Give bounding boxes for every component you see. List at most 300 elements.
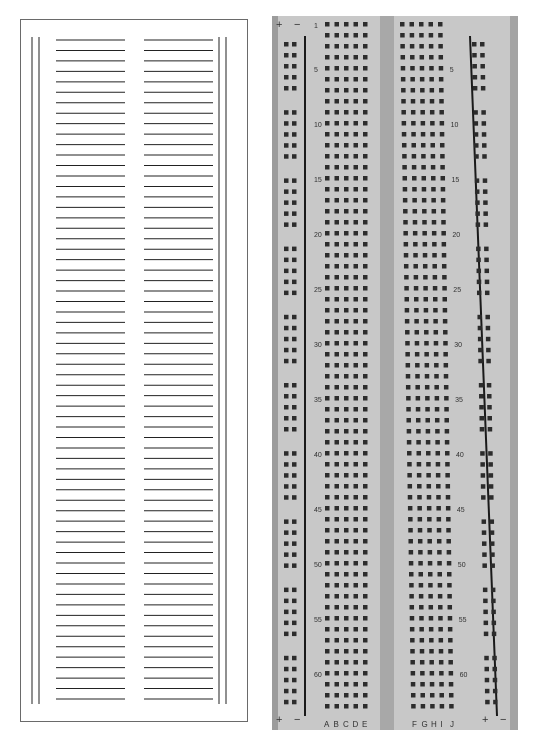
terminal-hole-right (431, 198, 436, 203)
power-rail-hole (292, 519, 297, 524)
power-rail-hole (292, 621, 297, 626)
terminal-hole-right (432, 231, 437, 236)
power-rail-hole (481, 473, 486, 478)
power-rail-hole (292, 473, 297, 478)
terminal-hole-right (401, 110, 406, 115)
terminal-hole-right (438, 44, 443, 49)
terminal-hole-right (404, 286, 409, 291)
terminal-hole-right (418, 550, 423, 555)
breadboard-schematic (20, 19, 248, 722)
terminal-hole-right (441, 198, 446, 203)
terminal-hole-right (410, 605, 415, 610)
terminal-hole-left (354, 605, 359, 610)
terminal-hole-right (435, 429, 440, 434)
power-rail-hole (292, 427, 297, 432)
terminal-hole-left (363, 154, 368, 159)
terminal-hole-right (413, 242, 418, 247)
terminal-hole-right (439, 693, 444, 698)
power-rail-hole (484, 667, 489, 672)
terminal-hole-right (409, 561, 414, 566)
terminal-hole-left (354, 99, 359, 104)
terminal-hole-right (430, 88, 435, 93)
terminal-hole-right (431, 154, 436, 159)
terminal-hole-left (354, 550, 359, 555)
rail-minus-label: − (500, 714, 507, 726)
terminal-hole-left (325, 33, 330, 38)
terminal-hole-left (363, 627, 368, 632)
power-rail-hole (481, 75, 486, 80)
terminal-hole-left (325, 286, 330, 291)
terminal-hole-left (335, 341, 340, 346)
power-rail-hole (284, 348, 289, 353)
terminal-hole-right (404, 275, 409, 280)
power-rail-hole (292, 315, 297, 320)
power-rail-hole (474, 154, 479, 159)
terminal-hole-left (325, 297, 330, 302)
power-rail-hole (478, 359, 483, 364)
terminal-hole-right (426, 451, 431, 456)
power-rail-hole (284, 383, 289, 388)
terminal-hole-right (432, 242, 437, 247)
terminal-hole-left (344, 693, 349, 698)
power-rail-hole (480, 42, 485, 47)
terminal-hole-right (449, 704, 454, 709)
terminal-hole-right (447, 583, 452, 588)
terminal-hole-right (408, 484, 413, 489)
terminal-hole-right (423, 242, 428, 247)
terminal-hole-left (344, 407, 349, 412)
column-letter-label: I (440, 720, 443, 729)
power-rail-hole (284, 656, 289, 661)
power-rail-hole (292, 269, 297, 274)
power-rail-hole (474, 132, 479, 137)
terminal-hole-left (363, 440, 368, 445)
power-rail-hole (477, 280, 482, 285)
terminal-hole-left (363, 517, 368, 522)
terminal-hole-left (363, 88, 368, 93)
row-number-label: 25 (453, 287, 462, 294)
terminal-hole-right (420, 66, 425, 71)
power-rail-hole (284, 588, 289, 593)
terminal-hole-right (405, 330, 410, 335)
terminal-hole-right (401, 99, 406, 104)
terminal-hole-right (430, 110, 435, 115)
terminal-hole-right (439, 66, 444, 71)
terminal-hole-left (335, 495, 340, 500)
power-rail-hole (482, 563, 487, 568)
terminal-hole-right (440, 704, 445, 709)
power-rail-hole (292, 348, 297, 353)
terminal-hole-left (363, 385, 368, 390)
terminal-hole-left (354, 330, 359, 335)
power-rail-hole (490, 552, 495, 557)
terminal-hole-left (354, 44, 359, 49)
power-rail-hole (292, 563, 297, 568)
terminal-hole-left (325, 308, 330, 313)
terminal-hole-left (354, 638, 359, 643)
breadboard-photo (272, 16, 518, 730)
terminal-hole-left (354, 396, 359, 401)
terminal-hole-right (425, 418, 430, 423)
terminal-hole-right (410, 660, 415, 665)
terminal-hole-right (440, 121, 445, 126)
terminal-hole-left (363, 231, 368, 236)
power-rail-hole (284, 143, 289, 148)
terminal-hole-left (344, 671, 349, 676)
terminal-hole-left (325, 187, 330, 192)
power-rail-hole (284, 222, 289, 227)
terminal-hole-right (436, 451, 441, 456)
power-rail-hole (473, 86, 478, 91)
terminal-hole-left (335, 682, 340, 687)
terminal-hole-left (363, 495, 368, 500)
terminal-hole-left (363, 352, 368, 357)
terminal-hole-right (420, 649, 425, 654)
terminal-hole-right (445, 451, 450, 456)
terminal-hole-right (414, 275, 419, 280)
terminal-hole-left (363, 77, 368, 82)
terminal-hole-right (438, 572, 443, 577)
terminal-hole-right (420, 88, 425, 93)
row-number-label: 10 (314, 122, 322, 129)
power-rail-hole (292, 121, 297, 126)
power-rail-hole (484, 656, 489, 661)
terminal-hole-right (416, 440, 421, 445)
terminal-hole-left (363, 462, 368, 467)
terminal-hole-left (354, 110, 359, 115)
terminal-hole-right (429, 627, 434, 632)
terminal-hole-right (434, 363, 439, 368)
power-rail-hole (284, 405, 289, 410)
terminal-hole-right (416, 429, 421, 434)
terminal-hole-left (335, 33, 340, 38)
terminal-hole-right (411, 99, 416, 104)
terminal-hole-right (415, 363, 420, 368)
terminal-hole-left (354, 506, 359, 511)
terminal-hole-left (354, 55, 359, 60)
terminal-hole-right (411, 121, 416, 126)
terminal-hole-right (416, 418, 421, 423)
terminal-hole-left (335, 187, 340, 192)
terminal-hole-left (363, 396, 368, 401)
terminal-hole-right (429, 33, 434, 38)
terminal-hole-right (418, 561, 423, 566)
power-rail-hole (292, 258, 297, 263)
terminal-hole-left (344, 440, 349, 445)
terminal-hole-left (335, 363, 340, 368)
power-rail-hole (284, 394, 289, 399)
terminal-hole-right (419, 572, 424, 577)
terminal-hole-right (444, 363, 449, 368)
terminal-hole-right (406, 374, 411, 379)
terminal-hole-right (429, 660, 434, 665)
terminal-hole-right (439, 660, 444, 665)
terminal-hole-left (344, 66, 349, 71)
row-number-label: 60 (314, 672, 322, 679)
power-rail-hole (488, 427, 493, 432)
power-rail-hole (478, 326, 483, 331)
terminal-hole-left (354, 88, 359, 93)
terminal-hole-right (405, 319, 410, 324)
terminal-hole-right (421, 121, 426, 126)
power-rail-hole (482, 154, 487, 159)
terminal-hole-left (344, 506, 349, 511)
terminal-hole-right (410, 33, 415, 38)
terminal-hole-right (413, 209, 418, 214)
terminal-hole-left (335, 44, 340, 49)
terminal-hole-right (414, 286, 419, 291)
terminal-hole-right (414, 308, 419, 313)
power-rail-hole (284, 416, 289, 421)
row-number-label: 30 (314, 342, 322, 349)
terminal-hole-right (414, 319, 419, 324)
terminal-hole-left (363, 506, 368, 511)
terminal-hole-right (426, 462, 431, 467)
terminal-hole-left (325, 22, 330, 27)
terminal-hole-right (434, 385, 439, 390)
breadboard-schematic-drawing (21, 20, 247, 721)
terminal-hole-left (325, 583, 330, 588)
terminal-hole-right (425, 385, 430, 390)
terminal-hole-right (410, 627, 415, 632)
terminal-hole-right (448, 627, 453, 632)
power-rail-hole (480, 462, 485, 467)
terminal-hole-right (442, 275, 447, 280)
power-rail-hole (485, 269, 490, 274)
terminal-hole-right (409, 583, 414, 588)
terminal-hole-right (415, 341, 420, 346)
terminal-hole-right (423, 286, 428, 291)
terminal-hole-right (434, 330, 439, 335)
terminal-hole-left (344, 638, 349, 643)
power-rail-hole (284, 121, 289, 126)
power-rail-hole (476, 222, 481, 227)
terminal-hole-left (344, 616, 349, 621)
terminal-hole-left (363, 484, 368, 489)
terminal-hole-left (335, 165, 340, 170)
terminal-hole-left (344, 55, 349, 60)
terminal-hole-left (325, 264, 330, 269)
terminal-hole-right (448, 649, 453, 654)
terminal-hole-left (325, 154, 330, 159)
terminal-hole-right (403, 198, 408, 203)
row-number-label: 55 (458, 617, 467, 624)
power-rail-hole (491, 588, 496, 593)
terminal-hole-right (442, 242, 447, 247)
terminal-hole-right (446, 484, 451, 489)
terminal-hole-left (363, 253, 368, 258)
terminal-hole-right (424, 308, 429, 313)
terminal-hole-left (354, 176, 359, 181)
row-number-label: 50 (314, 562, 322, 569)
terminal-hole-right (403, 176, 408, 181)
terminal-hole-right (408, 495, 413, 500)
terminal-hole-left (335, 693, 340, 698)
terminal-hole-right (432, 264, 437, 269)
power-rail-hole (284, 326, 289, 331)
terminal-hole-left (325, 649, 330, 654)
terminal-hole-right (420, 671, 425, 676)
terminal-hole-left (335, 506, 340, 511)
power-rail-hole (488, 451, 493, 456)
power-rail-hole (284, 667, 289, 672)
terminal-hole-left (325, 594, 330, 599)
terminal-hole-left (344, 275, 349, 280)
power-rail-hole (292, 552, 297, 557)
power-rail-hole (490, 519, 495, 524)
terminal-hole-right (419, 594, 424, 599)
terminal-hole-left (325, 110, 330, 115)
power-rail-hole (477, 291, 482, 296)
terminal-hole-left (335, 616, 340, 621)
power-rail-hole (483, 189, 488, 194)
terminal-hole-left (344, 594, 349, 599)
terminal-hole-right (418, 517, 423, 522)
power-rail-hole (472, 64, 477, 69)
terminal-hole-left (325, 99, 330, 104)
terminal-hole-left (344, 264, 349, 269)
terminal-hole-right (437, 539, 442, 544)
terminal-hole-right (422, 176, 427, 181)
terminal-hole-right (446, 506, 451, 511)
terminal-hole-left (344, 704, 349, 709)
terminal-hole-left (325, 242, 330, 247)
terminal-hole-left (363, 121, 368, 126)
terminal-hole-left (325, 616, 330, 621)
terminal-hole-right (447, 550, 452, 555)
terminal-hole-right (430, 671, 435, 676)
terminal-hole-right (411, 671, 416, 676)
terminal-hole-right (421, 143, 426, 148)
terminal-hole-left (335, 385, 340, 390)
terminal-hole-right (405, 308, 410, 313)
terminal-hole-right (445, 462, 450, 467)
terminal-hole-left (354, 418, 359, 423)
terminal-hole-right (427, 495, 432, 500)
power-rail-hole (476, 247, 481, 252)
terminal-hole-left (325, 517, 330, 522)
terminal-hole-right (412, 154, 417, 159)
terminal-hole-left (344, 473, 349, 478)
terminal-hole-left (354, 473, 359, 478)
terminal-hole-left (325, 484, 330, 489)
terminal-hole-right (447, 561, 452, 566)
terminal-hole-right (429, 638, 434, 643)
terminal-hole-left (335, 143, 340, 148)
row-number-label: 40 (456, 452, 464, 459)
terminal-hole-left (335, 704, 340, 709)
terminal-hole-right (405, 352, 410, 357)
terminal-hole-right (420, 110, 425, 115)
terminal-hole-right (410, 55, 415, 60)
terminal-hole-right (439, 77, 444, 82)
terminal-hole-right (432, 253, 437, 258)
terminal-hole-right (413, 220, 418, 225)
terminal-hole-right (404, 242, 409, 247)
terminal-hole-left (344, 583, 349, 588)
terminal-hole-right (417, 462, 422, 467)
terminal-hole-right (441, 220, 446, 225)
terminal-hole-right (438, 33, 443, 38)
terminal-hole-right (411, 110, 416, 115)
terminal-hole-right (404, 253, 409, 258)
power-rail-hole (489, 473, 494, 478)
terminal-hole-right (443, 308, 448, 313)
power-rail-hole (284, 280, 289, 285)
power-rail-hole (484, 222, 489, 227)
terminal-hole-left (363, 198, 368, 203)
terminal-hole-right (424, 352, 429, 357)
terminal-hole-right (445, 440, 450, 445)
terminal-hole-right (408, 517, 413, 522)
row-number-label: 45 (456, 507, 465, 514)
terminal-hole-left (335, 462, 340, 467)
terminal-hole-right (431, 176, 436, 181)
terminal-hole-right (426, 429, 431, 434)
terminal-hole-left (344, 176, 349, 181)
terminal-hole-left (344, 396, 349, 401)
terminal-hole-right (449, 693, 454, 698)
terminal-hole-right (449, 682, 454, 687)
terminal-hole-right (438, 616, 443, 621)
terminal-hole-left (363, 374, 368, 379)
terminal-hole-left (325, 121, 330, 126)
power-rail-hole (292, 383, 297, 388)
row-number-label: 15 (314, 177, 322, 184)
terminal-hole-right (446, 528, 451, 533)
terminal-hole-right (438, 583, 443, 588)
power-rail-hole (491, 599, 496, 604)
terminal-hole-right (411, 132, 416, 137)
power-rail-hole (490, 530, 495, 535)
terminal-hole-left (335, 451, 340, 456)
terminal-hole-right (411, 88, 416, 93)
terminal-hole-right (444, 407, 449, 412)
terminal-hole-right (420, 660, 425, 665)
terminal-hole-right (443, 319, 448, 324)
power-rail-hole (292, 656, 297, 661)
power-rail-hole (284, 291, 289, 296)
terminal-hole-left (354, 693, 359, 698)
terminal-hole-left (354, 275, 359, 280)
terminal-hole-left (335, 297, 340, 302)
terminal-hole-left (363, 143, 368, 148)
terminal-hole-right (440, 143, 445, 148)
power-rail-hole (488, 462, 493, 467)
terminal-hole-right (412, 176, 417, 181)
terminal-hole-right (406, 385, 411, 390)
terminal-hole-right (406, 418, 411, 423)
terminal-hole-right (406, 363, 411, 368)
power-rail-hole (483, 610, 488, 615)
terminal-hole-right (429, 649, 434, 654)
terminal-hole-right (420, 99, 425, 104)
power-rail-hole (292, 75, 297, 80)
terminal-hole-left (335, 242, 340, 247)
terminal-hole-left (363, 363, 368, 368)
column-letter-label: A (324, 720, 330, 729)
power-rail-hole (292, 599, 297, 604)
terminal-hole-left (354, 308, 359, 313)
terminal-hole-right (439, 649, 444, 654)
terminal-hole-right (427, 484, 432, 489)
power-rail-hole (292, 222, 297, 227)
terminal-hole-right (436, 506, 441, 511)
power-rail-hole (479, 394, 484, 399)
terminal-hole-right (421, 165, 426, 170)
power-rail-hole (284, 154, 289, 159)
terminal-hole-left (325, 561, 330, 566)
